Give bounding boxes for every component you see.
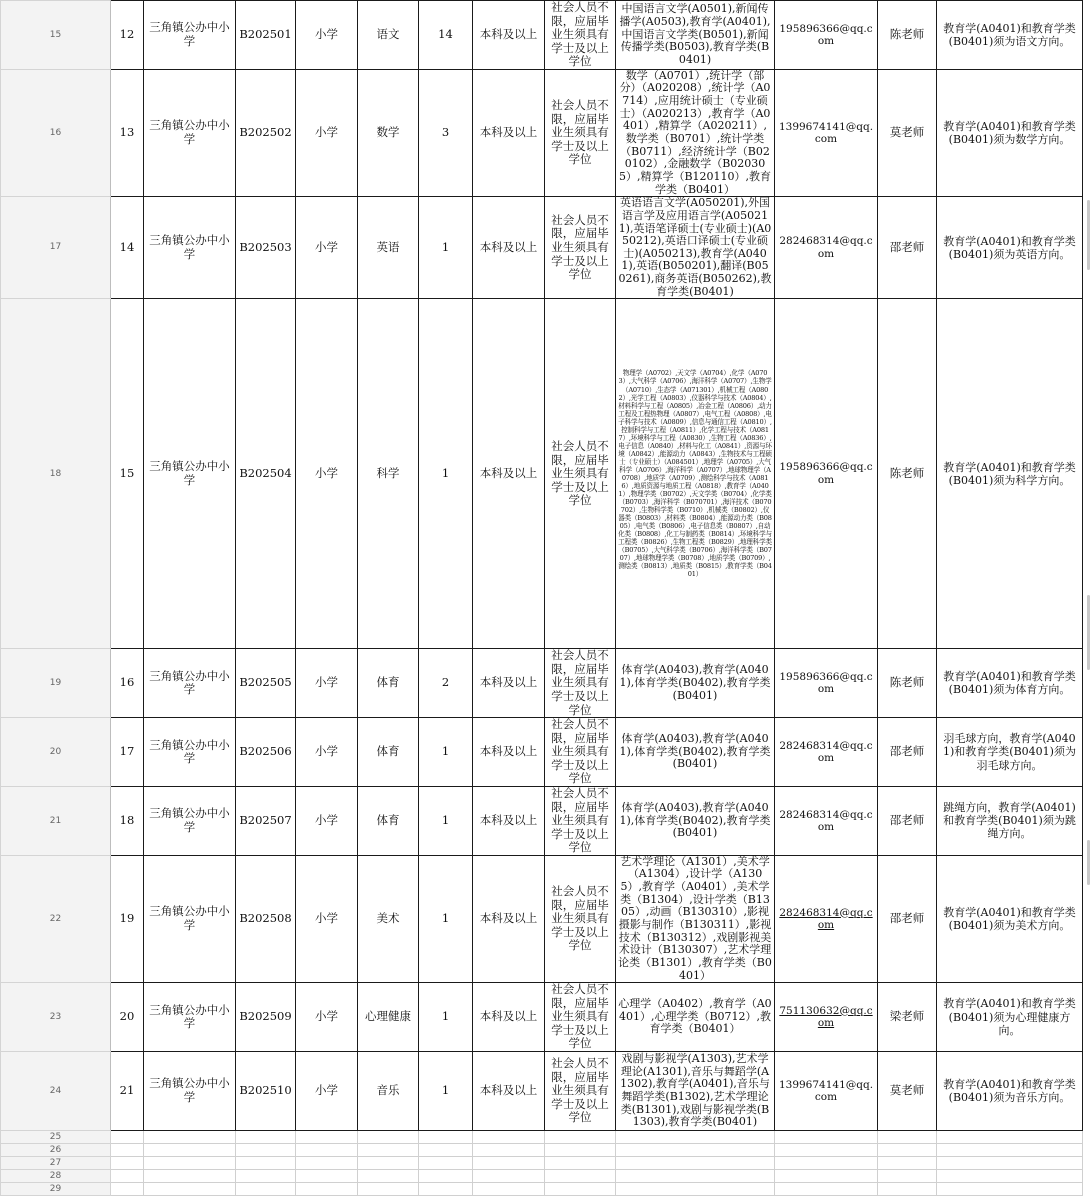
school-cell[interactable]: 三角镇公办中小学 [144,1052,236,1131]
requirement-cell[interactable]: 社会人员不限，应届毕业生须具有学士及以上学位 [545,786,616,855]
email-text: 1399674141@qq.com [778,1078,874,1103]
empty-cell[interactable] [616,1144,775,1157]
empty-cell[interactable] [111,1183,144,1196]
major-cell[interactable]: 戏剧与影视学(A1303),艺术学理论(A1301),音乐与舞蹈学(A1302),教育学(A0401),音乐与舞蹈学类(B1302),艺术学理论类(B1301),戏剧与影视学类(B1303),教育学类(B0401) [616,1052,775,1131]
empty-cell[interactable] [144,1157,236,1170]
major-cell[interactable]: 体育学(A0403),教育学(A0401),体育学类(B0402),教育学类(B0401) [616,786,775,855]
vertical-scrollbar-lower[interactable] [1087,595,1090,670]
row-number[interactable]: 24 [1,1052,111,1131]
empty-cell[interactable] [111,1157,144,1170]
row-number[interactable]: 18 [1,299,111,649]
stage-cell[interactable]: 小学 [296,983,358,1052]
email-text: 282468314@qq.com [779,808,873,833]
major-cell[interactable]: 中国语言文学(A0501),新闻传播学(A0503),教育学(A0401),中国语言文学类(B0501),新闻传播学类(B0503),教育学类(B0401) [616,1,775,70]
email-cell[interactable] [775,786,878,855]
stage-cell[interactable]: 小学 [296,786,358,855]
table-row [1,1052,1083,1131]
requirement-cell[interactable]: 社会人员不限，应届毕业生须具有学士及以上学位 [545,983,616,1052]
empty-cell[interactable] [296,1131,358,1144]
empty-cell[interactable] [296,1183,358,1196]
empty-cell[interactable] [236,1131,296,1144]
empty-cell[interactable] [937,1157,1083,1170]
contact-cell[interactable]: 邵老师 [878,855,937,982]
row-number[interactable]: 21 [1,786,111,855]
education-cell[interactable]: 本科及以上 [473,649,545,718]
empty-cell[interactable] [937,1183,1083,1196]
email-text: 1399674141@qq.com [778,120,874,146]
count-cell[interactable]: 1 [419,299,473,649]
subject-cell[interactable]: 体育 [358,649,419,718]
empty-cell[interactable] [473,1144,545,1157]
empty-cell[interactable] [111,1131,144,1144]
empty-cell[interactable] [144,1131,236,1144]
email-text: 195896366@qq.com [779,670,873,696]
email-cell[interactable] [775,855,878,982]
count-cell[interactable]: 1 [419,1052,473,1131]
school-cell[interactable]: 三角镇公办中小学 [144,299,236,649]
empty-cell[interactable] [937,1170,1083,1183]
education-cell[interactable]: 本科及以上 [473,786,545,855]
seq-cell[interactable]: 19 [111,855,144,982]
school-cell[interactable]: 三角镇公办中小学 [144,649,236,718]
empty-cell[interactable] [358,1157,419,1170]
school-cell[interactable]: 三角镇公办中小学 [144,983,236,1052]
contact-cell[interactable]: 陈老师 [878,1,937,70]
empty-cell[interactable] [878,1183,937,1196]
empty-cell[interactable] [358,1183,419,1196]
note-cell[interactable]: 教育学(A0401)和教育学类(B0401)须为英语方向。 [937,197,1083,299]
note-cell[interactable]: 教育学(A0401)和教育学类(B0401)须为语文方向。 [937,1,1083,70]
empty-cell[interactable] [144,1183,236,1196]
row-number[interactable]: 26 [1,1144,111,1157]
code-cell[interactable]: B202503 [236,197,296,299]
empty-cell[interactable] [878,1144,937,1157]
empty-cell[interactable] [358,1131,419,1144]
vertical-scrollbar[interactable] [1087,200,1090,270]
contact-cell[interactable]: 梁老师 [878,983,937,1052]
count-cell[interactable]: 1 [419,983,473,1052]
empty-cell[interactable] [236,1144,296,1157]
major-cell[interactable]: 艺术学理论（A1301）,美术学（A1304）,设计学（A1305）,教育学（A0401）,美术学类（B1304）,设计学类（B1305）,动画（B130310）,影视摄影与制作（B130311）,影视技术（B130312）,戏剧影视美术设计（B130307）,艺术学理论类（B1301）,教育学类（B0401） [616,855,775,982]
requirement-cell[interactable]: 社会人员不限，应届毕业生须具有学士及以上学位 [545,299,616,649]
contact-cell[interactable]: 邵老师 [878,786,937,855]
education-cell[interactable]: 本科及以上 [473,1052,545,1131]
note-cell[interactable]: 教育学(A0401)和教育学类(B0401)须为科学方向。 [937,299,1083,649]
empty-row [1,1183,1083,1196]
email-text: 282468314@qq.com [779,739,873,765]
code-cell[interactable]: B202509 [236,983,296,1052]
contact-cell[interactable]: 莫老师 [878,1052,937,1131]
empty-cell[interactable] [937,1144,1083,1157]
seq-cell[interactable]: 15 [111,299,144,649]
note-cell[interactable]: 教育学(A0401)和教育学类(B0401)须为数学方向。 [937,69,1083,196]
seq-cell[interactable]: 13 [111,69,144,196]
education-cell[interactable]: 本科及以上 [473,1,545,70]
empty-cell[interactable] [616,1170,775,1183]
requirement-cell[interactable]: 社会人员不限，应届毕业生须具有学士及以上学位 [545,855,616,982]
education-cell[interactable]: 本科及以上 [473,983,545,1052]
empty-cell[interactable] [616,1183,775,1196]
school-cell[interactable]: 三角镇公办中小学 [144,69,236,196]
requirement-cell[interactable]: 社会人员不限，应届毕业生须具有学士及以上学位 [545,718,616,787]
contact-cell[interactable]: 陈老师 [878,299,937,649]
empty-cell[interactable] [296,1170,358,1183]
count-cell[interactable]: 1 [419,718,473,787]
empty-row [1,1157,1083,1170]
contact-cell[interactable]: 邵老师 [878,197,937,299]
school-cell[interactable]: 三角镇公办中小学 [144,786,236,855]
major-cell[interactable]: 心理学（A0402）,教育学（A0401）,心理学类（B0712）,教育学类（B0401） [616,983,775,1052]
empty-cell[interactable] [878,1157,937,1170]
email-cell[interactable] [775,1,878,70]
empty-cell[interactable] [775,1183,878,1196]
empty-cell[interactable] [111,1170,144,1183]
table-row [1,855,1083,982]
code-cell[interactable]: B202507 [236,786,296,855]
row-number[interactable]: 19 [1,649,111,718]
seq-cell[interactable]: 17 [111,718,144,787]
education-cell[interactable]: 本科及以上 [473,69,545,196]
empty-cell[interactable] [878,1170,937,1183]
table-row [1,299,1083,649]
row-number[interactable]: 27 [1,1157,111,1170]
empty-cell[interactable] [775,1131,878,1144]
table-row [1,983,1083,1052]
empty-cell[interactable] [358,1170,419,1183]
row-number[interactable]: 17 [1,197,111,299]
empty-cell[interactable] [616,1157,775,1170]
code-cell[interactable]: B202502 [236,69,296,196]
contact-cell[interactable]: 莫老师 [878,69,937,196]
row-number[interactable]: 20 [1,718,111,787]
major-cell[interactable]: 体育学(A0403),教育学(A0401),体育学类(B0402),教育学类(B0401) [616,718,775,787]
table-row [1,786,1083,855]
empty-cell[interactable] [236,1170,296,1183]
seq-cell[interactable]: 21 [111,1052,144,1131]
subject-cell[interactable]: 体育 [358,718,419,787]
stage-cell[interactable]: 小学 [296,299,358,649]
count-cell[interactable]: 14 [419,1,473,70]
note-cell[interactable]: 教育学(A0401)和教育学类(B0401)须为音乐方向。 [937,1052,1083,1131]
stage-cell[interactable]: 小学 [296,1,358,70]
empty-cell[interactable] [473,1183,545,1196]
row-number[interactable]: 23 [1,983,111,1052]
email-cell[interactable] [775,1052,878,1131]
empty-cell[interactable] [878,1131,937,1144]
empty-cell[interactable] [545,1170,616,1183]
subject-cell[interactable]: 英语 [358,197,419,299]
vertical-scrollbar-bottom[interactable] [1087,840,1090,885]
empty-cell[interactable] [775,1157,878,1170]
empty-cell[interactable] [616,1131,775,1144]
code-cell[interactable]: B202505 [236,649,296,718]
school-cell[interactable]: 三角镇公办中小学 [144,197,236,299]
row-number[interactable]: 15 [1,1,111,70]
requirement-cell[interactable]: 社会人员不限，应届毕业生须具有学士及以上学位 [545,69,616,196]
empty-cell[interactable] [419,1157,473,1170]
empty-cell[interactable] [358,1144,419,1157]
count-cell[interactable]: 1 [419,855,473,982]
empty-row [1,1144,1083,1157]
subject-cell[interactable]: 语文 [358,1,419,70]
table-row [1,718,1083,787]
stage-cell[interactable]: 小学 [296,69,358,196]
table-row [1,649,1083,718]
note-cell[interactable]: 跳绳方向，教育学(A0401)和教育学类(B0401)须为跳绳方向。 [937,786,1083,855]
empty-cell[interactable] [545,1183,616,1196]
stage-cell[interactable]: 小学 [296,197,358,299]
email-text: 282468314@qq.com [779,235,873,260]
seq-cell[interactable]: 12 [111,1,144,70]
empty-cell[interactable] [545,1144,616,1157]
empty-cell[interactable] [473,1157,545,1170]
empty-cell[interactable] [419,1144,473,1157]
email-text: 195896366@qq.com [779,461,873,486]
seq-cell[interactable]: 18 [111,786,144,855]
row-number[interactable]: 29 [1,1183,111,1196]
empty-cell[interactable] [236,1183,296,1196]
row-number[interactable]: 16 [1,69,111,196]
count-cell[interactable]: 1 [419,786,473,855]
major-cell[interactable]: 英语语言文学(A050201),外国语言学及应用语言学(A050211),英语笔译硕士(专业硕士)(A050212),英语口译硕士(专业硕士)(A050213),教育学(A0401),英语(B050201),翻译(B050261),商务英语(B050262),教育学类(B0401) [616,197,775,299]
contact-cell[interactable]: 陈老师 [878,649,937,718]
note-cell[interactable]: 教育学(A0401)和教育学类(B0401)须为体育方向。 [937,649,1083,718]
email-text[interactable]: 751130632@qq.com [779,1004,873,1030]
school-cell[interactable]: 三角镇公办中小学 [144,855,236,982]
table-row [1,197,1083,299]
empty-cell[interactable] [144,1170,236,1183]
count-cell[interactable]: 3 [419,69,473,196]
school-cell[interactable]: 三角镇公办中小学 [144,718,236,787]
empty-cell[interactable] [545,1131,616,1144]
major-cell[interactable]: 物理学（A0702）,天文学（A0704）,化学（A0703）,大气科学（A0706）,海洋科学（A0707）,生物学（A0710）,生态学（A071301）,机械工程（A0802）,光学工程（A0803）,仪器科学与技术（A0804）,材料科学与工程（A0805）,冶金工程（A0806）,动力工程及工程热物理（A0807）,电气工程（A0808）,电子科学与技术（A0809）,信息与通信工程（A0810）,控制科学与工程（A0811）,化学工程与技术（A0817）,环境科学与工程（A0830）,生物工程（A0836）,电子信息（A0840）,材料与化工（A0841）,资源与环境（A0842）,能源动力（A0843）,生物技术与工程硕士（专业硕士）（A084501）,地理学（A0705）,大气科学（A0706）,海洋科学（A0707）,地球物理学（A0708）,地质学（A0709）,测绘科学与技术（A0816）,地质资源与地质工程（A0818）,教育学（A0401）,物理学类（B0702）,天文学类（B0704）,化学类（B0703）,海洋科学（B070701）,海洋技术（B070702）,生物科学类（B0710）,机械类（B0802）,仪器类（B0803）,材料类（B0804）,能源动力类（B0805）,电气类（B0806）,电子信息类（B0807）,自动化类（B0808）,化工与制药类（B0814）,环境科学与工程类（B0826）,生物工程类（B0829）,地理科学类（B0705）,大气科学类（B0706）,海洋科学类（B0707）,地球物理学类（B0708）,地质学类（B0709）,测绘类（B0813）,地质类（B0815）,教育学类（B0401） [616,299,775,649]
empty-cell[interactable] [144,1144,236,1157]
empty-cell[interactable] [775,1170,878,1183]
requirement-cell[interactable]: 社会人员不限，应届毕业生须具有学士及以上学位 [545,1,616,70]
subject-cell[interactable]: 科学 [358,299,419,649]
stage-cell[interactable]: 小学 [296,718,358,787]
note-cell[interactable]: 教育学(A0401)和教育学类(B0401)须为心理健康方向。 [937,983,1083,1052]
email-cell[interactable] [775,649,878,718]
major-cell[interactable]: 数学（A0701）,统计学（部分）（A020208）,统计学（A0714）,应用统计硕士（专业硕士）（A020213）,教育学（A0401）,精算学（A020211）,数学类（B0701）,统计学类（B0711）,经济统计学（B020102）,金融数学（B020305）,精算学（B120110）,教育学类（B0401） [616,69,775,196]
row-number[interactable]: 25 [1,1131,111,1144]
count-cell[interactable]: 2 [419,649,473,718]
subject-cell[interactable]: 心理健康 [358,983,419,1052]
education-cell[interactable]: 本科及以上 [473,197,545,299]
subject-cell[interactable]: 体育 [358,786,419,855]
code-cell[interactable]: B202510 [236,1052,296,1131]
subject-cell[interactable]: 数学 [358,69,419,196]
email-cell[interactable] [775,983,878,1052]
code-cell[interactable]: B202501 [236,1,296,70]
empty-cell[interactable] [545,1157,616,1170]
empty-cell[interactable] [296,1157,358,1170]
table-row [1,69,1083,196]
code-cell[interactable]: B202506 [236,718,296,787]
code-cell[interactable]: B202508 [236,855,296,982]
empty-cell[interactable] [775,1144,878,1157]
requirement-cell[interactable]: 社会人员不限，应届毕业生须具有学士及以上学位 [545,649,616,718]
education-cell[interactable]: 本科及以上 [473,855,545,982]
empty-cell[interactable] [937,1131,1083,1144]
education-cell[interactable]: 本科及以上 [473,718,545,787]
code-cell[interactable]: B202504 [236,299,296,649]
empty-cell[interactable] [419,1170,473,1183]
seq-cell[interactable]: 14 [111,197,144,299]
stage-cell[interactable]: 小学 [296,1052,358,1131]
major-cell[interactable]: 体育学(A0403),教育学(A0401),体育学类(B0402),教育学类(B0401) [616,649,775,718]
empty-row [1,1170,1083,1183]
note-cell[interactable]: 教育学(A0401)和教育学类(B0401)须为美术方向。 [937,855,1083,982]
empty-cell[interactable] [236,1157,296,1170]
note-cell[interactable]: 羽毛球方向，教育学(A0401)和教育学类(B0401)须为羽毛球方向。 [937,718,1083,787]
requirement-cell[interactable]: 社会人员不限，应届毕业生须具有学士及以上学位 [545,1052,616,1131]
empty-cell[interactable] [419,1183,473,1196]
empty-cell[interactable] [111,1144,144,1157]
subject-cell[interactable]: 美术 [358,855,419,982]
table-row [1,1,1083,70]
email-cell[interactable] [775,69,878,196]
empty-cell[interactable] [473,1131,545,1144]
email-cell[interactable] [775,299,878,649]
seq-cell[interactable]: 16 [111,649,144,718]
empty-row [1,1131,1083,1144]
empty-cell[interactable] [419,1131,473,1144]
subject-cell[interactable]: 音乐 [358,1052,419,1131]
empty-cell[interactable] [296,1144,358,1157]
count-cell[interactable]: 1 [419,197,473,299]
empty-cell[interactable] [473,1170,545,1183]
stage-cell[interactable]: 小学 [296,649,358,718]
school-cell[interactable]: 三角镇公办中小学 [144,1,236,70]
row-number[interactable]: 22 [1,855,111,982]
requirement-cell[interactable]: 社会人员不限，应届毕业生须具有学士及以上学位 [545,197,616,299]
contact-cell[interactable]: 邵老师 [878,718,937,787]
seq-cell[interactable]: 20 [111,983,144,1052]
email-cell[interactable] [775,718,878,787]
email-text: 195896366@qq.com [779,22,873,47]
row-number[interactable]: 28 [1,1170,111,1183]
email-text[interactable]: 282468314@qq.com [779,906,873,931]
stage-cell[interactable]: 小学 [296,855,358,982]
education-cell[interactable]: 本科及以上 [473,299,545,649]
email-cell[interactable] [775,197,878,299]
